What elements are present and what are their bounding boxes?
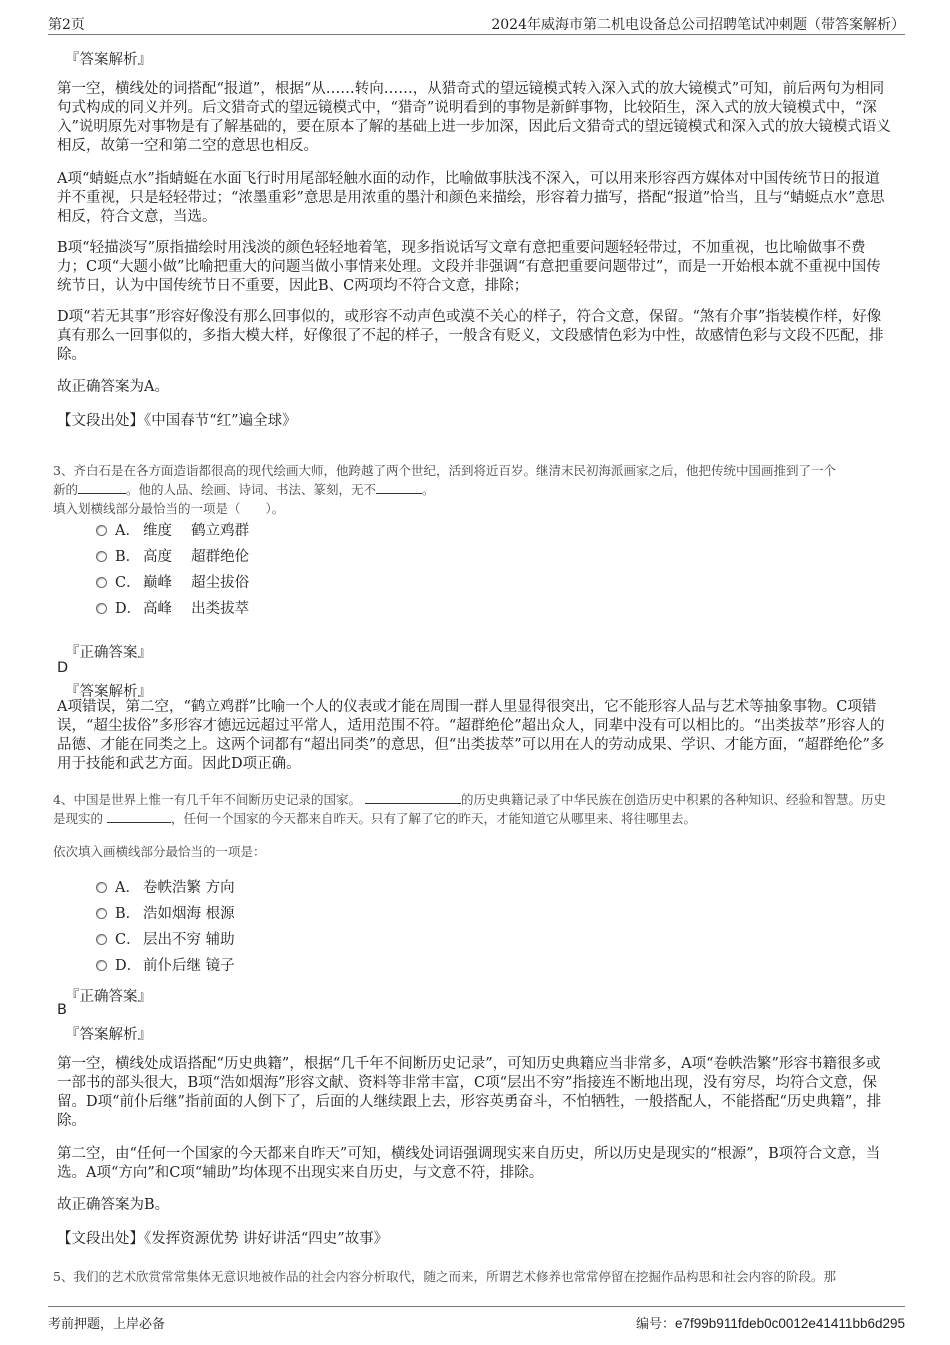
question-3-option-c[interactable]: C． 巅峰 超尘拔俗	[96, 573, 249, 593]
correct-answer-statement: 故正确答案为A。	[57, 379, 169, 395]
question-4-prompt: 依次填入画横线部分最恰当的一项是：	[53, 844, 266, 859]
question-4-analysis-paragraph-1: 第一空，横线处成语搭配“历史典籍”，根据“几千年不间断历史记录”，可知历史典籍应当非常多，A项“卷帙浩繁”形容书籍很多或一部书的部头很大，B项“浩如烟海”形容文献、资料等非常丰富，C项“层出不穷”指接连不断地出现，没有穷尽，均符合文意，保留。D项“前仆后继”指前面的人倒下了，后面的人继续跟上去，形容英勇奋斗，不怕牺牲，一般搭配人，不能搭配“历史典籍”，排除。	[57, 1056, 882, 1129]
radio-icon[interactable]	[96, 934, 107, 945]
radio-icon[interactable]	[96, 908, 107, 919]
question-3-option-a[interactable]: A． 维度 鹤立鸡群	[96, 521, 249, 541]
footer-slogan: 考前押题，上岸必备	[48, 1317, 166, 1332]
radio-icon[interactable]	[96, 882, 107, 893]
analysis-title: 『答案解析』	[65, 1027, 152, 1043]
analysis-title: 『答案解析』	[65, 52, 152, 68]
question-4-option-b[interactable]: B． 浩如烟海 根源	[96, 904, 235, 924]
question-4-analysis-paragraph-2: 第二空，由“任何一个国家的今天都来自昨天”可知，横线处词语强调现实来自历史，所以历史是现实的“根源”，B项符合文意，当选。A项“方向”和C项“辅助”均体现不出现实来自历史，与文意不符，排除。	[57, 1146, 881, 1181]
radio-icon[interactable]	[96, 577, 107, 588]
correct-answer-statement: 故正确答案为B。	[57, 1197, 170, 1213]
radio-icon[interactable]	[96, 525, 107, 536]
analysis-paragraph-3: B项“轻描淡写”原指描绘时用浅淡的颜色轻轻地着笔，现多指说话写文章有意把重要问题轻轻带过，不加重视，也比喻做事不费力；C项“大题小做”比喻把重大的问题当做小事情来处理。文段并非强调“有意把重要问题带过”，而是一开始根本就不重视中国传统节日，认为中国传统节日不重要，因此B、C两项均不符合文意，排除；	[57, 240, 881, 294]
radio-icon[interactable]	[96, 551, 107, 562]
question-3-analysis: A项错误，第二空，“鹤立鸡群”比喻一个人的仪表或才能在周围一群人里显得很突出，它不能形容人品与艺术等抽象事物。C项错误，“超尘拔俗”多形容才德远远超过平常人，适用范围不符。“超群绝伦”超出众人，同辈中没有可以相比的。“出类拔萃”形容人的品德、才能在同类之上。这两个词都有“超出同类”的意思，但“出类拔萃”可以用在人的劳动成果、学识、才能方面，“超群绝伦”多用于技能和武艺方面。因此D项正确。	[57, 699, 885, 772]
radio-icon[interactable]	[96, 960, 107, 971]
question-5-stem: 5、我们的艺术欣赏常常集体无意识地被作品的社会内容分析取代，随之而来，所谓艺术修养也常常停留在挖掘作品构思和社会内容的阶段。那	[53, 1269, 836, 1284]
analysis-paragraph-2: A项“蜻蜓点水”指蜻蜓在水面飞行时用尾部轻触水面的动作，比喻做事肤浅不深入，可以用来形容西方媒体对中国传统节日的报道并不重视，只是轻轻带过；“浓墨重彩”意思是用浓重的墨汁和颜色来描绘，形容着力描写，搭配“报道”恰当，且与“蜻蜓点水”意思相反，符合文意，当选。	[57, 171, 885, 225]
question-3-stem: 3、齐白石是在各方面造诣都很高的现代绘画大师，他跨越了两个世纪，活到将近百岁。继清末民初海派画家之后，他把传统中国画推到了一个 新的 。他的人品、绘画、诗词、书法、篆刻，无不 。	[53, 463, 836, 497]
page-number: 第2页	[48, 17, 85, 33]
question-4-option-d[interactable]: D． 前仆后继 镜子	[96, 956, 235, 976]
question-3-prompt: 填入划横线部分最恰当的一项是（ ）。	[53, 501, 285, 516]
source-citation: 【文段出处】《发挥资源优势 讲好讲活“四史”故事》	[57, 1231, 389, 1247]
question-3-option-b[interactable]: B． 高度 超群绝伦	[96, 547, 249, 567]
radio-icon[interactable]	[96, 603, 107, 614]
page-footer	[48, 1306, 905, 1333]
correct-answer-value: D	[57, 660, 69, 676]
blank-line[interactable]	[107, 809, 171, 823]
source-citation: 【文段出处】《中国春节“红”遍全球》	[57, 413, 297, 429]
blank-line[interactable]	[376, 480, 422, 494]
question-3-option-d[interactable]: D． 高峰 出类拔萃	[96, 599, 249, 619]
question-4-stem: 4、中国是世界上惟一有几千年不间断历史记录的国家。 的历史典籍记录了中华民族在创造历史中积累的各种知识、经验和智慧。历史是现实的 ，任何一个国家的今天都来自昨天。只有了解了它的昨天，才能知道它从哪里来、将往哪里去。	[53, 792, 886, 826]
question-4-option-a[interactable]: A． 卷帙浩繁 方向	[96, 878, 235, 898]
question-4-option-c[interactable]: C． 层出不穷 辅助	[96, 930, 235, 950]
analysis-paragraph-4: D项“若无其事”形容好像没有那么回事似的，或形容不动声色或漠不关心的样子，符合文意，保留。“煞有介事”指装模作样，好像真有那么一回事似的，多指大模大样，好像很了不起的样子，一般含有贬义，文段感情色彩为中性，故感情色彩与文段不匹配，排除。	[57, 309, 884, 363]
correct-answer-title: 『正确答案』	[65, 645, 152, 661]
analysis-paragraph-1: 第一空，横线处的词搭配“报道”，根据“从……转向……，从猎奇式的望远镜模式转入深入式的放大镜模式”可知，前后两句为相同句式构成的同义并列。后文猎奇式的望远镜模式中，“猎奇”说明看到的事物是新鲜事物，比较陌生，深入式的放大镜模式中，“深入”说明原先对事物是有了解基础的，要在原本了解的基础上进一步加深，因此后文猎奇式的望远镜模式和深入式的放大镜模式语义相反，故第一空和第二空的意思也相反。	[57, 81, 891, 154]
correct-answer-value: B	[57, 1002, 67, 1018]
document-title: 2024年威海市第二机电设备总公司招聘笔试冲刺题（带答案解析）	[491, 17, 905, 33]
analysis-title: 『答案解析』	[65, 684, 152, 700]
correct-answer-title: 『正确答案』	[65, 989, 152, 1005]
page-header	[48, 10, 905, 35]
blank-line[interactable]	[78, 480, 126, 494]
document-id: 编号：e7f99b911fdeb0c0012e41411bb6d295	[636, 1316, 905, 1332]
blank-line[interactable]	[365, 790, 461, 804]
